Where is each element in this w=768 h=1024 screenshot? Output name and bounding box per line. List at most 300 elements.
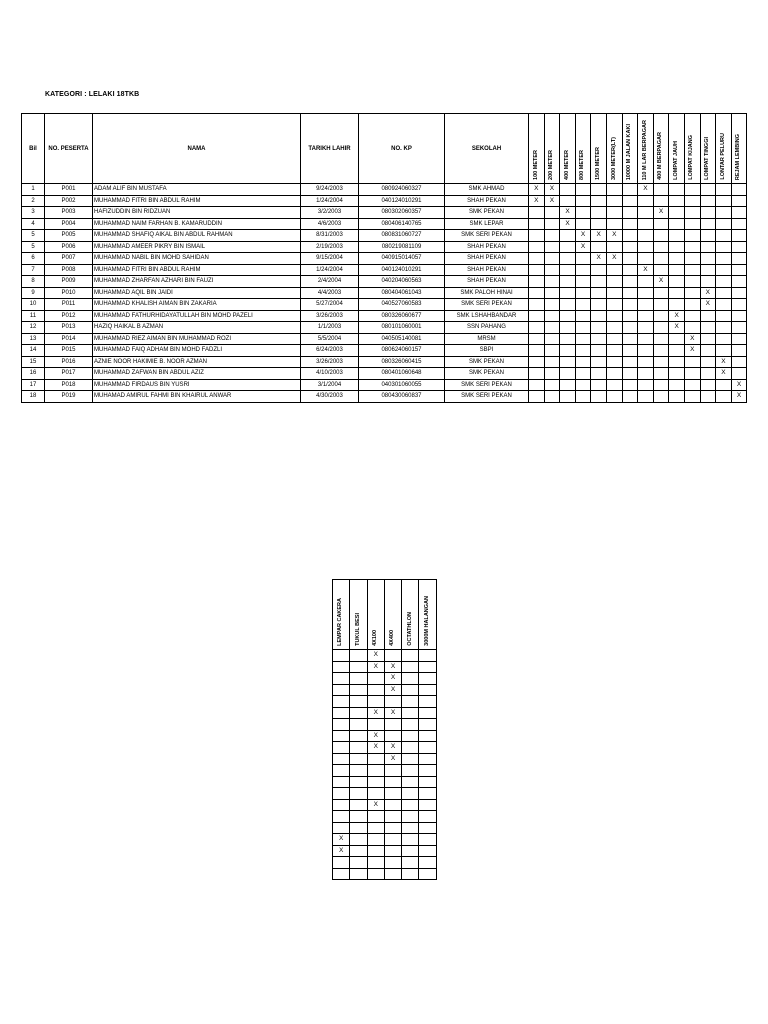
row-nama: HAFIZUDDIN BIN RIDZUAN <box>93 207 301 219</box>
side-event-cell <box>333 742 350 754</box>
event-cell <box>700 195 716 207</box>
event-cell <box>606 195 622 207</box>
row-tarikh-lahir: 6/24/2003 <box>301 345 359 357</box>
row-sekolah: SHAH PEKAN <box>445 241 529 253</box>
event-cell <box>622 184 638 196</box>
header-event-label: LOMPAT TINGGI <box>704 137 711 180</box>
side-event-cell <box>350 707 367 719</box>
event-cell <box>638 322 654 334</box>
row-no-peserta: P009 <box>45 276 93 288</box>
header-event <box>544 114 560 184</box>
event-cell <box>731 356 747 368</box>
row-bil: 16 <box>22 368 45 380</box>
event-cell <box>560 368 576 380</box>
row-no-kp: 080326060415 <box>359 356 445 368</box>
side-event-cell: X <box>333 845 350 857</box>
side-event-cell: X <box>333 834 350 846</box>
row-nama: MUHAMMAD AQIL BIN JAIDI <box>93 287 301 299</box>
row-nama: MUHAMMAD FATHURHIDAYATULLAH BIN MOHD PAZELI <box>93 310 301 322</box>
row-no-kp: 080924060327 <box>359 184 445 196</box>
header-event <box>622 114 638 184</box>
event-cell: X <box>591 253 607 265</box>
side-event-cell <box>419 650 436 662</box>
row-no-kp: 080326060677 <box>359 310 445 322</box>
side-event-cell <box>384 788 401 800</box>
event-cell <box>638 195 654 207</box>
side-header-event <box>384 580 401 650</box>
row-sekolah: SBPI <box>445 345 529 357</box>
event-cell <box>700 368 716 380</box>
event-cell <box>560 322 576 334</box>
row-no-kp: 080831060727 <box>359 230 445 242</box>
event-cell <box>700 276 716 288</box>
event-cell <box>638 276 654 288</box>
event-cell <box>684 299 700 311</box>
event-cell <box>638 333 654 345</box>
header-event <box>669 114 685 184</box>
row-bil: 12 <box>22 322 45 334</box>
event-cell <box>669 195 685 207</box>
event-cell <box>560 379 576 391</box>
side-event-cell <box>333 673 350 685</box>
row-no-peserta: P016 <box>45 356 93 368</box>
header-sekolah: SEKOLAH <box>445 114 529 184</box>
side-event-cell <box>419 661 436 673</box>
event-cell <box>638 391 654 403</box>
side-event-cell <box>402 742 419 754</box>
side-header-event <box>350 580 367 650</box>
event-cell <box>700 264 716 276</box>
event-cell <box>731 230 747 242</box>
event-cell <box>653 368 669 380</box>
table-row <box>22 184 747 196</box>
event-cell <box>716 195 732 207</box>
side-event-cell <box>384 696 401 708</box>
row-sekolah: SHAH PEKAN <box>445 253 529 265</box>
row-sekolah: MRSM <box>445 333 529 345</box>
side-table-row <box>333 742 437 754</box>
row-no-kp: 040124010291 <box>359 264 445 276</box>
event-cell <box>622 241 638 253</box>
row-tarikh-lahir: 3/26/2003 <box>301 310 359 322</box>
side-table-row <box>333 845 437 857</box>
event-cell <box>544 264 560 276</box>
event-cell <box>669 230 685 242</box>
event-cell: X <box>700 299 716 311</box>
event-cell <box>560 287 576 299</box>
side-event-cell <box>402 776 419 788</box>
side-event-cell <box>333 857 350 869</box>
event-cell <box>575 333 591 345</box>
event-cell: X <box>716 356 732 368</box>
event-cell: X <box>731 379 747 391</box>
event-cell <box>653 184 669 196</box>
side-event-cell <box>419 696 436 708</box>
row-nama: ADAM ALIF BIN MUSTAFA <box>93 184 301 196</box>
row-nama: MUHAMMAD ZAFWAN BIN ABDUL AZIZ <box>93 368 301 380</box>
event-cell <box>544 241 560 253</box>
row-tarikh-lahir: 2/4/2004 <box>301 276 359 288</box>
header-no-kp: NO. KP <box>359 114 445 184</box>
side-event-cell <box>350 753 367 765</box>
event-cell <box>544 391 560 403</box>
side-table-row <box>333 707 437 719</box>
event-cell <box>653 230 669 242</box>
row-nama: MUHAMMAD FAIQ ADHAM BIN MOHD FADZLI <box>93 345 301 357</box>
event-cell <box>529 310 545 322</box>
relay-field-events-table <box>332 579 437 880</box>
side-event-cell <box>350 857 367 869</box>
event-cell <box>575 356 591 368</box>
event-cell <box>606 207 622 219</box>
side-event-cell <box>419 834 436 846</box>
event-cell <box>638 345 654 357</box>
row-nama: MUHAMAD AMIRUL FAHMI BIN KHAIRUL ANWAR <box>93 391 301 403</box>
row-nama: MUHAMMAD NABIL BIN MOHD SAHIDAN <box>93 253 301 265</box>
side-event-cell <box>350 742 367 754</box>
event-cell <box>684 207 700 219</box>
event-cell <box>529 322 545 334</box>
header-event-label: 400 METER <box>563 150 570 180</box>
event-cell <box>560 345 576 357</box>
event-cell <box>669 276 685 288</box>
header-event-label: 10000 M JALAN KAKI <box>626 123 633 180</box>
event-cell <box>544 356 560 368</box>
row-tarikh-lahir: 3/2/2003 <box>301 207 359 219</box>
event-cell: X <box>669 310 685 322</box>
row-tarikh-lahir: 1/24/2004 <box>301 264 359 276</box>
participants-table-body <box>22 184 747 403</box>
header-event <box>684 114 700 184</box>
header-event-label: LOMPAT JAUH <box>672 141 679 180</box>
table-row <box>22 276 747 288</box>
event-cell: X <box>638 264 654 276</box>
event-cell <box>653 345 669 357</box>
event-cell <box>544 379 560 391</box>
row-nama: MUHAMMAD KHALISH AIMAN BIN ZAKARIA <box>93 299 301 311</box>
event-cell <box>622 287 638 299</box>
row-sekolah: SMK PEKAN <box>445 368 529 380</box>
side-table-header-row <box>333 580 437 650</box>
side-event-cell: X <box>384 661 401 673</box>
row-no-peserta: P015 <box>45 345 93 357</box>
event-cell <box>684 287 700 299</box>
event-cell <box>731 184 747 196</box>
row-nama: MUHAMMAD SHAFIQ AIKAL BIN ABDUL RAHMAN <box>93 230 301 242</box>
row-bil: 5 <box>22 230 45 242</box>
event-cell <box>591 310 607 322</box>
header-event <box>529 114 545 184</box>
event-cell <box>653 218 669 230</box>
side-event-cell <box>367 696 384 708</box>
row-sekolah: SSN PAHANG <box>445 322 529 334</box>
event-cell <box>700 253 716 265</box>
event-cell <box>591 356 607 368</box>
event-cell <box>606 379 622 391</box>
side-event-cell <box>333 811 350 823</box>
event-cell <box>544 333 560 345</box>
side-header-event-label: 4X100 <box>371 630 378 646</box>
side-event-cell <box>367 776 384 788</box>
event-cell <box>700 184 716 196</box>
event-cell <box>700 322 716 334</box>
event-cell <box>731 195 747 207</box>
event-cell <box>622 218 638 230</box>
header-event-label: 100 METER <box>532 150 539 180</box>
event-cell <box>606 356 622 368</box>
side-event-cell <box>350 661 367 673</box>
event-cell <box>716 230 732 242</box>
event-cell <box>560 184 576 196</box>
table-row <box>22 264 747 276</box>
header-event-label: LONTAR PELURU <box>719 133 726 180</box>
side-event-cell: X <box>384 673 401 685</box>
event-cell <box>606 391 622 403</box>
row-sekolah: SMK LEPAR <box>445 218 529 230</box>
row-no-peserta: P008 <box>45 264 93 276</box>
side-event-cell <box>333 868 350 880</box>
event-cell <box>731 207 747 219</box>
row-tarikh-lahir: 4/6/2003 <box>301 218 359 230</box>
event-cell <box>700 230 716 242</box>
event-cell <box>591 207 607 219</box>
side-event-cell: X <box>367 650 384 662</box>
event-cell <box>716 333 732 345</box>
side-event-cell <box>384 834 401 846</box>
row-no-kp: 040204060563 <box>359 276 445 288</box>
event-cell <box>669 184 685 196</box>
event-cell <box>638 218 654 230</box>
row-no-kp: 080401060648 <box>359 368 445 380</box>
event-cell <box>684 230 700 242</box>
event-cell <box>575 345 591 357</box>
event-cell <box>560 253 576 265</box>
event-cell <box>684 218 700 230</box>
side-event-cell <box>384 799 401 811</box>
event-cell <box>669 299 685 311</box>
side-header-event-label: TUKUL BESI <box>354 613 361 646</box>
header-event-label: REJAM LEMBING <box>735 133 742 180</box>
side-event-cell <box>367 753 384 765</box>
event-cell: X <box>544 184 560 196</box>
event-cell <box>716 391 732 403</box>
event-cell: X <box>700 287 716 299</box>
event-cell <box>529 218 545 230</box>
event-cell <box>529 276 545 288</box>
event-cell <box>669 241 685 253</box>
side-event-cell <box>402 753 419 765</box>
event-cell <box>591 264 607 276</box>
table-header-row <box>22 114 747 184</box>
event-cell <box>716 322 732 334</box>
event-cell <box>622 195 638 207</box>
event-cell <box>669 333 685 345</box>
event-cell <box>716 218 732 230</box>
event-cell <box>716 241 732 253</box>
event-cell <box>591 333 607 345</box>
event-cell <box>529 253 545 265</box>
table-row <box>22 356 747 368</box>
header-event <box>716 114 732 184</box>
event-cell <box>669 218 685 230</box>
row-tarikh-lahir: 9/24/2003 <box>301 184 359 196</box>
header-event-label: LOMPAT KIJANG <box>688 135 695 180</box>
event-cell <box>622 333 638 345</box>
row-bil: 6 <box>22 253 45 265</box>
row-no-kp: 080302060357 <box>359 207 445 219</box>
side-event-cell <box>402 765 419 777</box>
side-event-cell <box>384 868 401 880</box>
event-cell <box>700 310 716 322</box>
side-event-cell <box>333 707 350 719</box>
event-cell <box>638 368 654 380</box>
table-row <box>22 391 747 403</box>
event-cell <box>575 276 591 288</box>
row-tarikh-lahir: 3/26/2003 <box>301 356 359 368</box>
row-no-peserta: P007 <box>45 253 93 265</box>
event-cell: X <box>684 345 700 357</box>
row-no-peserta: P013 <box>45 322 93 334</box>
side-event-cell <box>350 799 367 811</box>
event-cell <box>591 276 607 288</box>
row-no-kp: 080406140765 <box>359 218 445 230</box>
row-bil: 15 <box>22 356 45 368</box>
table-row <box>22 287 747 299</box>
side-table-row <box>333 868 437 880</box>
row-bil: 7 <box>22 264 45 276</box>
event-cell <box>622 253 638 265</box>
row-no-kp: 080219081109 <box>359 241 445 253</box>
event-cell <box>544 322 560 334</box>
row-sekolah: SMK SERI PEKAN <box>445 379 529 391</box>
event-cell <box>700 379 716 391</box>
event-cell <box>606 368 622 380</box>
event-cell <box>591 322 607 334</box>
event-cell: X <box>560 207 576 219</box>
side-event-cell <box>384 811 401 823</box>
event-cell: X <box>653 276 669 288</box>
event-cell <box>622 368 638 380</box>
event-cell <box>606 287 622 299</box>
event-cell <box>669 207 685 219</box>
side-event-cell <box>384 650 401 662</box>
side-event-cell <box>419 719 436 731</box>
event-cell <box>684 322 700 334</box>
event-cell <box>606 218 622 230</box>
row-no-peserta: P017 <box>45 368 93 380</box>
row-tarikh-lahir: 5/27/2004 <box>301 299 359 311</box>
table-row <box>22 322 747 334</box>
event-cell <box>606 276 622 288</box>
side-event-cell <box>367 834 384 846</box>
table-row <box>22 230 747 242</box>
event-cell <box>638 310 654 322</box>
table-row <box>22 368 747 380</box>
event-cell <box>560 241 576 253</box>
event-cell: X <box>638 184 654 196</box>
event-cell <box>638 356 654 368</box>
side-event-cell <box>402 650 419 662</box>
side-table-row <box>333 696 437 708</box>
side-table-row <box>333 661 437 673</box>
event-cell <box>606 333 622 345</box>
event-cell <box>591 368 607 380</box>
event-cell <box>575 207 591 219</box>
side-event-cell <box>402 868 419 880</box>
side-event-cell: X <box>384 742 401 754</box>
event-cell <box>638 379 654 391</box>
event-cell <box>529 230 545 242</box>
side-event-cell <box>333 719 350 731</box>
side-event-cell <box>419 799 436 811</box>
side-event-cell <box>333 788 350 800</box>
event-cell <box>638 241 654 253</box>
event-cell <box>622 379 638 391</box>
side-header-event <box>333 580 350 650</box>
side-event-cell: X <box>367 730 384 742</box>
event-cell <box>622 310 638 322</box>
event-cell <box>731 218 747 230</box>
event-cell <box>731 310 747 322</box>
event-cell <box>622 264 638 276</box>
side-event-cell <box>419 811 436 823</box>
side-event-cell <box>367 811 384 823</box>
event-cell: X <box>606 230 622 242</box>
event-cell <box>606 299 622 311</box>
row-no-peserta: P011 <box>45 299 93 311</box>
side-table-row <box>333 673 437 685</box>
event-cell <box>700 241 716 253</box>
event-cell <box>653 253 669 265</box>
header-event <box>560 114 576 184</box>
side-event-cell <box>419 868 436 880</box>
row-tarikh-lahir: 8/31/2003 <box>301 230 359 242</box>
event-cell <box>669 287 685 299</box>
row-nama: MUHAMMAD ZHARFAN AZHARI BIN FAUZI <box>93 276 301 288</box>
side-header-event-label: OCTATHLON <box>406 612 413 646</box>
event-cell <box>669 391 685 403</box>
event-cell: X <box>606 253 622 265</box>
side-event-cell <box>384 776 401 788</box>
row-nama: AZNIE NOOR HAKIMIE B. NOOR AZMAN <box>93 356 301 368</box>
event-cell <box>684 195 700 207</box>
event-cell <box>653 299 669 311</box>
event-cell <box>669 345 685 357</box>
event-cell <box>684 310 700 322</box>
side-event-cell <box>402 707 419 719</box>
event-cell <box>622 391 638 403</box>
side-event-cell <box>333 799 350 811</box>
event-cell <box>575 391 591 403</box>
side-event-cell <box>333 661 350 673</box>
event-cell <box>544 368 560 380</box>
event-cell: X <box>575 230 591 242</box>
event-cell <box>529 299 545 311</box>
event-cell: X <box>669 322 685 334</box>
event-cell: X <box>529 195 545 207</box>
event-cell <box>684 241 700 253</box>
row-bil: 10 <box>22 299 45 311</box>
side-event-cell <box>367 845 384 857</box>
side-event-cell <box>402 811 419 823</box>
row-tarikh-lahir: 4/10/2003 <box>301 368 359 380</box>
event-cell <box>684 253 700 265</box>
side-event-cell <box>402 799 419 811</box>
event-cell <box>591 287 607 299</box>
row-nama: MUHAMMAD FITRI BIN ABDUL RAHIM <box>93 264 301 276</box>
side-table-row <box>333 719 437 731</box>
event-cell <box>716 379 732 391</box>
